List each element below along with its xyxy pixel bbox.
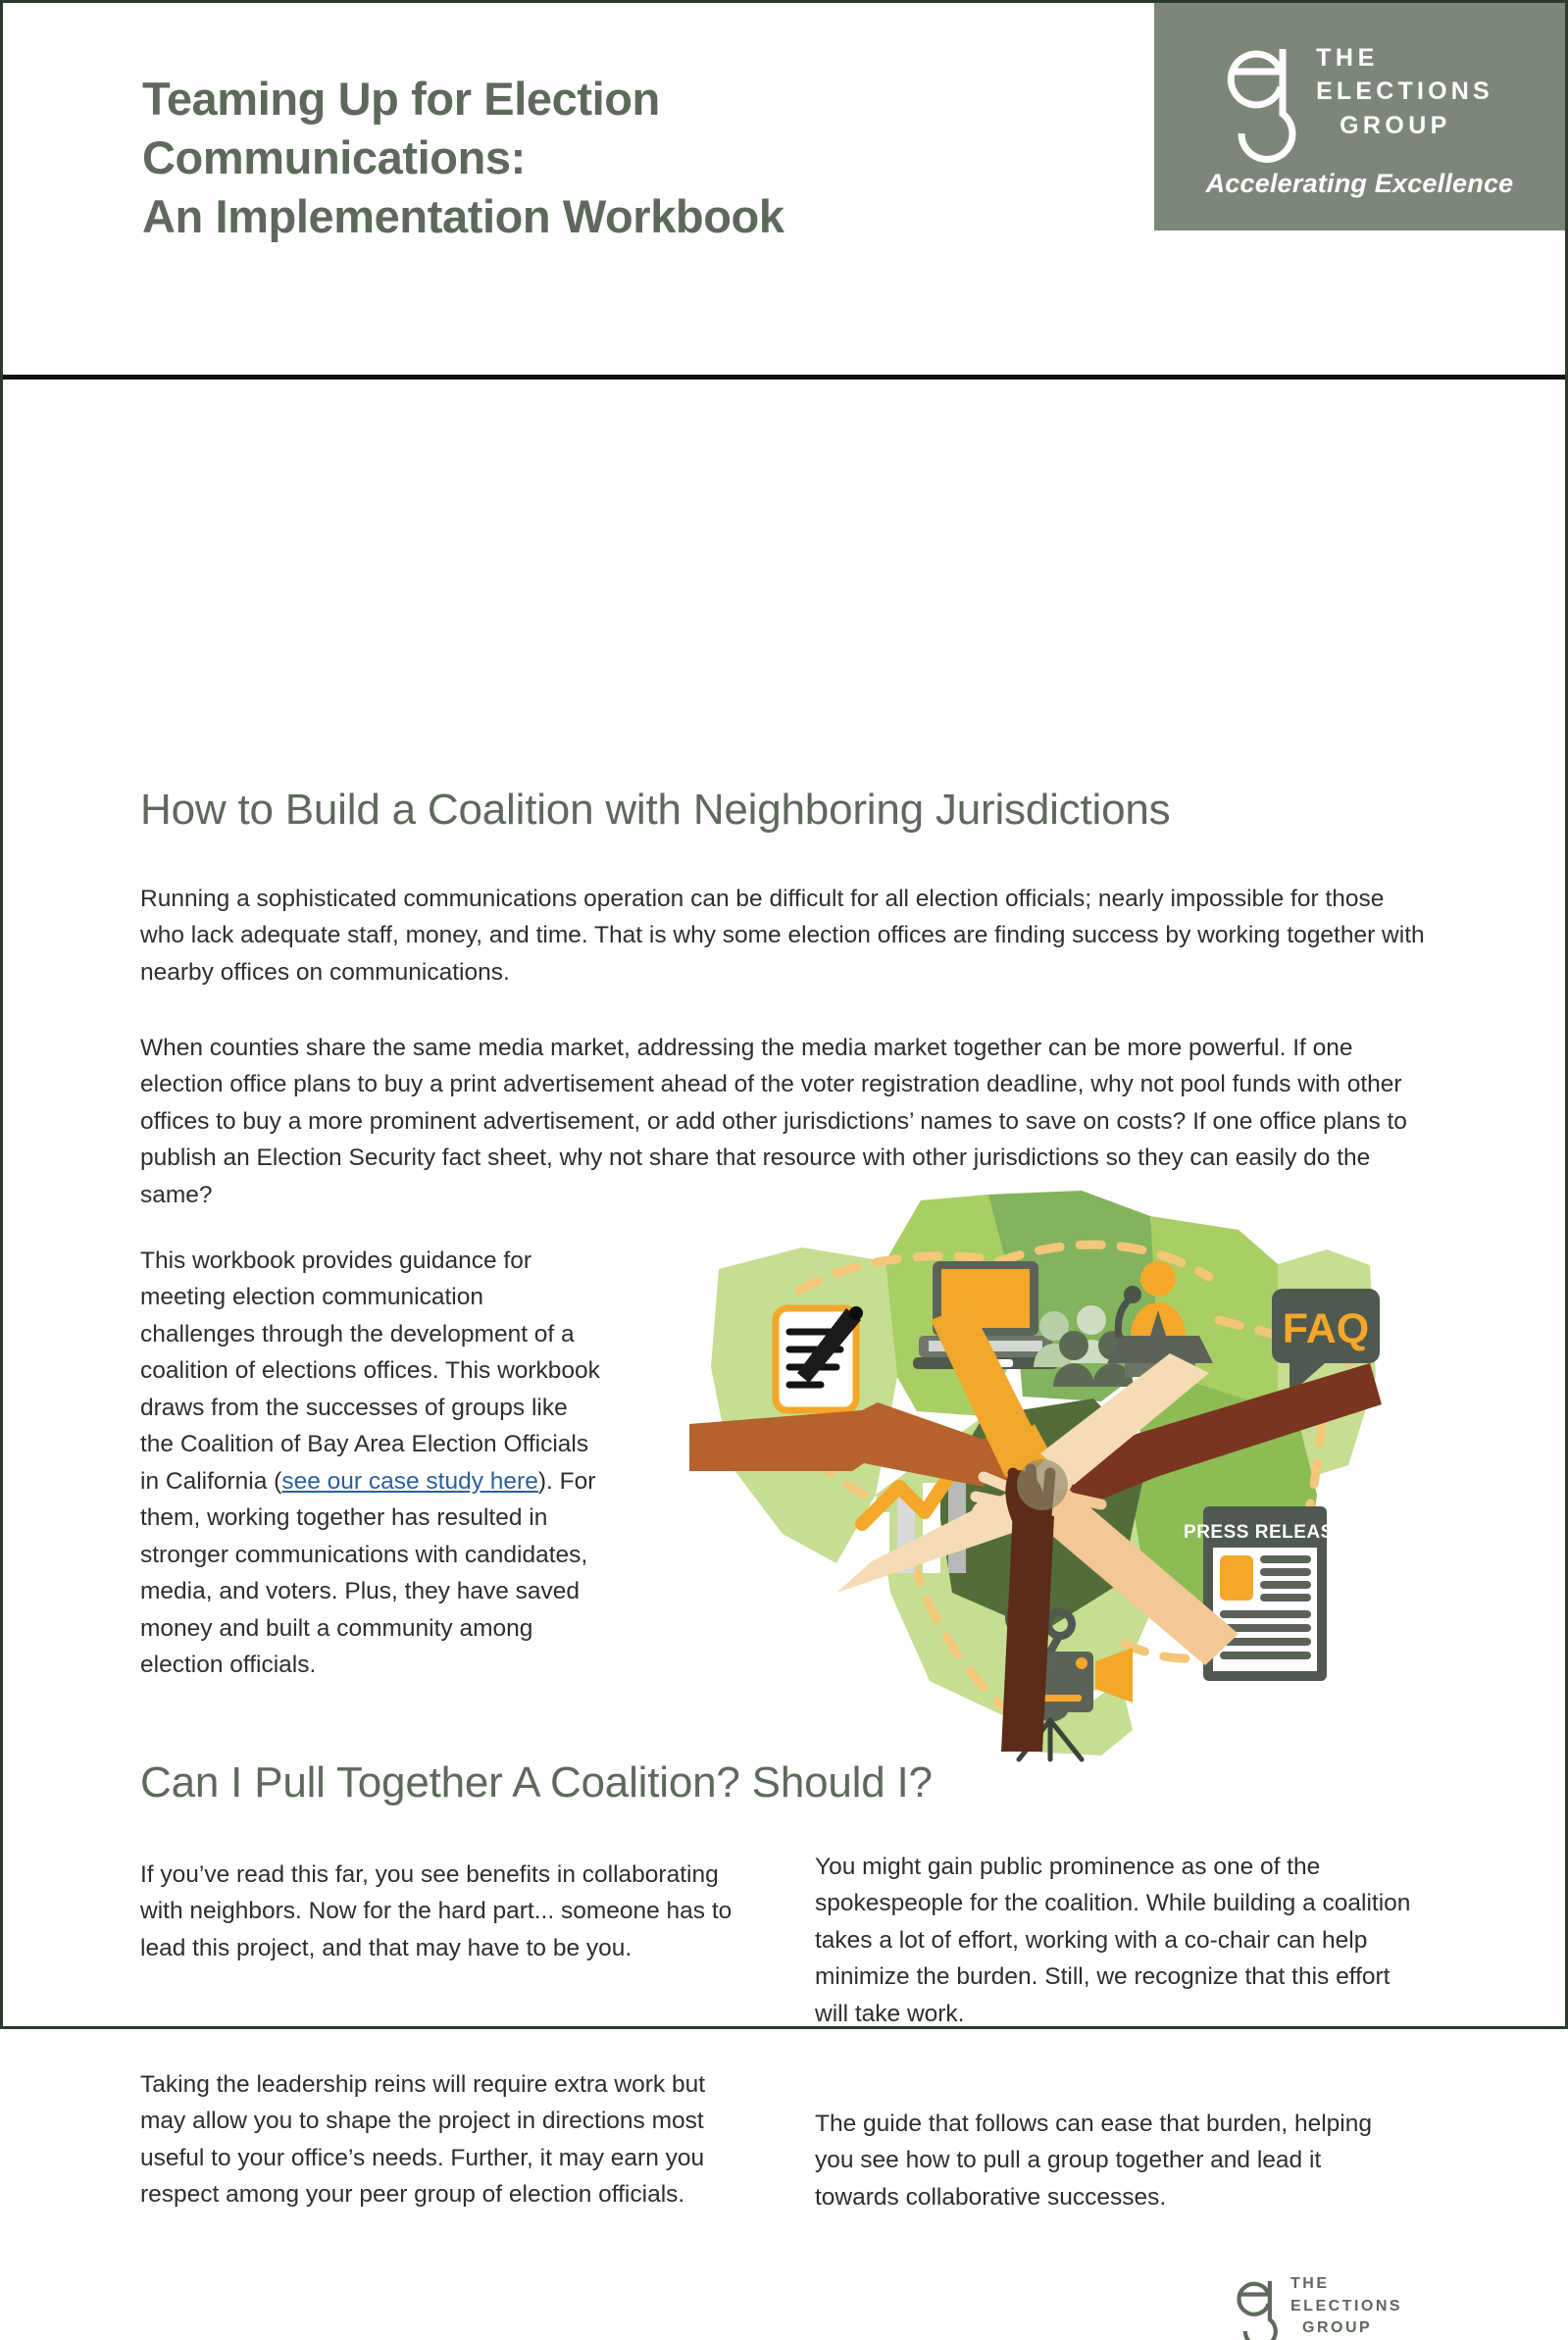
case-study-link[interactable]: see our case study here — [281, 1467, 538, 1495]
paragraph-leadership-reins: Taking the leadership reins will require extra work but may allow you to shape the project in directions most useful to your office’s needs. Further, it may earn you respect among your peer group of election officials. — [140, 2071, 706, 2209]
paragraph-guide-that-follows: The guide that follows can ease that burden, helping you see how to pull a group together and lead it towards collaborative successes. — [815, 2111, 1372, 2211]
paragraph-public-prominence: You might gain public prominence as one of the spokespeople for the coalition. While building a coalition takes a lot of effort, working with a co-chair can help minimize the burden. Still, we recognize that this effort will take work. — [815, 1854, 1411, 2027]
page-title — [142, 70, 1123, 246]
paragraph-running-operation: Running a sophisticated communications operation can be difficult for all election officials; nearly impossible for those who lack adequate staff, money, and time. That is why some election offices are finding success by working together with nearby offices on communications. — [140, 886, 1425, 986]
footer-logo-line-group: GROUP — [1302, 2319, 1373, 2337]
logo-line-elections: ELECTIONS — [1316, 77, 1493, 106]
workbook-text-after-link: ). For them, working together has resulted in stronger communications with candidates, media, and voters. Plus, they have saved money and built a community among election officials. — [140, 1467, 596, 1679]
brand-logo-block — [1154, 3, 1565, 230]
title-line-2: Communications: — [142, 131, 526, 184]
logo-lockup — [1222, 41, 1493, 143]
notepad-pencil-icon — [776, 1306, 863, 1410]
logo-line-the: THE — [1316, 43, 1379, 72]
title-line-1: Teaming Up for Election — [142, 73, 660, 125]
paragraph-workbook-guidance — [140, 1243, 601, 1684]
footer-logo-line-the: THE — [1290, 2275, 1330, 2292]
press-release-label: PRESS RELEASE — [1184, 1522, 1346, 1543]
heading-build-coalition: How to Build a Coalition with Neighboring Jurisdictions — [140, 786, 1171, 834]
heading-pull-together-coalition: Can I Pull Together A Coalition? Should I? — [140, 1758, 933, 1806]
footer-logo-line-elections: ELECTIONS — [1290, 2297, 1403, 2315]
logo-wordmark — [1316, 41, 1493, 143]
footer-logo-wordmark — [1290, 2273, 1402, 2340]
coalition-illustration — [689, 1171, 1382, 1759]
document-title — [142, 70, 1123, 246]
workbook-text-before-link: This workbook provides guidance for meeting election communication challenges through the development of a coalition of elections offices. This workbook draws from the successes of groups like the Coalition of Bay Area Election Officials in California ( — [140, 1247, 600, 1495]
logo-line-group: GROUP — [1340, 111, 1451, 139]
paragraph-read-this-far: If you’ve read this far, you see benefits in collaborating with neighbors. Now for the hard part... someone has to lead this project, and that may have to be you. — [140, 1861, 733, 1961]
faq-label: FAQ — [1282, 1305, 1370, 1352]
title-line-3: An Implementation Workbook — [142, 190, 784, 243]
paragraph-media-market: When counties share the same media market, addressing the media market together can be more powerful. If one election office plans to buy a print advertisement ahead of the voter registration deadline, why not pool funds with other offices to buy a more prominent advertisement, or add other jurisdictions’ names to save on costs? If one office plans to publish an Election Security fact sheet, why not share that resource with other jurisdictions so they can easily do the same? — [140, 1035, 1407, 1208]
eg-monogram-icon — [1222, 41, 1294, 143]
logo-tagline: Accelerating Excellence — [1205, 168, 1514, 198]
footer-brand-logo — [1234, 2273, 1402, 2340]
header-divider — [3, 375, 1565, 380]
eg-monogram-icon — [1234, 2276, 1277, 2337]
document-header — [3, 3, 1565, 375]
